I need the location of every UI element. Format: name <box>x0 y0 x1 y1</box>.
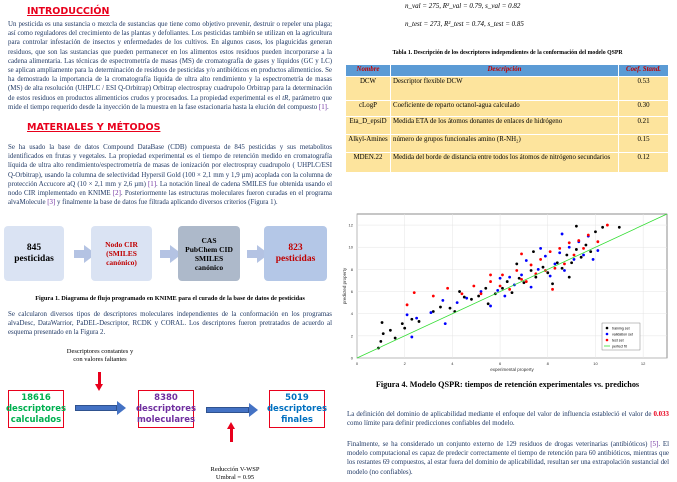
test-set-point <box>587 234 590 237</box>
training-set-point <box>570 261 573 264</box>
validation-set-point <box>596 249 599 252</box>
validation-set-point <box>410 336 413 339</box>
box-line: canónico) <box>106 258 137 267</box>
tr-symbol: tR, <box>282 94 291 102</box>
table-row <box>346 135 669 153</box>
training-set-point <box>618 226 621 229</box>
validation-set-point <box>558 251 561 254</box>
box-line: 823 <box>288 242 303 253</box>
cell-coef: 0.53 <box>619 77 669 101</box>
flow-box-823-pesticidas <box>264 226 327 281</box>
validation-set-point <box>406 313 409 316</box>
box-line: CAS <box>201 235 217 245</box>
figure-4-caption: Figura 4. Modelo QSPR: tiempos de retención experimentales vs. predichos <box>375 380 640 389</box>
flow-box-nodo-cir <box>91 226 152 281</box>
applicability-paragraph <box>347 410 669 428</box>
training-set-point <box>501 287 504 290</box>
test-set-point <box>606 224 609 227</box>
test-set-point <box>508 288 511 291</box>
training-set-point <box>394 337 397 340</box>
figure-1-caption: Figura 1. Diagrama de flujo programado en KNIME para el curado de la base de datos de pesticidas <box>35 295 305 302</box>
cell-coef: 0.30 <box>619 101 669 117</box>
validation-set-point <box>456 301 459 304</box>
intro-paragraph <box>8 20 332 112</box>
training-set-point <box>418 320 421 323</box>
test-set-point <box>530 264 533 267</box>
training-set-point <box>515 262 518 265</box>
x-tick-label: 6 <box>498 361 502 366</box>
test-set-point <box>515 269 518 272</box>
training-set-point <box>382 332 385 335</box>
test-set-point <box>577 239 580 242</box>
cell-nombre: cLogP <box>346 101 391 117</box>
methods-text: . La notación lineal de cadena SMILES fue obtenida usando el nodo CIR implementado en KNIME <box>8 180 332 198</box>
box-line: finales <box>281 414 313 425</box>
test-set-point <box>525 280 528 283</box>
methods-text: Se ha usado la base de datos Compound DataBase (CDB) compuesta de 845 pesticidas y sus metabolitos identificados en frutas y vegetales. La propiedad experimental es el tiempo de retención medido en cromatografía líquida de ultra alto rendimiento/espectrometría de masas de ionización por electrospray cuadrupolo ( UHPLC/ESI Q-Orbitrap), usando la columna de selectividad Hypersil Gold (100 × 2,1 mm y 1,9 µm) acoplada con la columna de protección Accucore aQ (10 × 2,1 mm y 2,6 µm) <box>8 144 332 188</box>
y-axis-label: predicted property <box>342 267 347 305</box>
blue-arrow-right-icon <box>75 405 117 411</box>
cell-descripcion: Medida ETA de los átomos donantes de enlaces de hidrógeno <box>391 117 619 135</box>
test-set-point <box>501 274 504 277</box>
training-set-point <box>530 269 533 272</box>
training-set-point <box>556 261 559 264</box>
validation-set-point <box>549 275 552 278</box>
legend-label: test set <box>612 338 624 343</box>
training-set-point <box>565 254 568 257</box>
cell-coef: 0.21 <box>619 117 669 135</box>
validation-set-point <box>573 258 576 261</box>
methods-text: y finalmente la base de datos fue filtrada aplicando diversos criterios (Figura 1). <box>55 199 278 207</box>
test-set-point <box>582 247 585 250</box>
cell-nombre: Alkyl-Amines <box>346 135 391 153</box>
leverage-value: 0.033 <box>653 411 669 418</box>
training-set-point <box>523 281 526 284</box>
label-line: Reducción V-WSP <box>210 466 260 473</box>
test-set-point <box>446 287 449 290</box>
test-set-point <box>406 303 409 306</box>
cell-nombre: DCW <box>346 77 391 101</box>
test-set-point <box>554 267 557 270</box>
y-tick-label: 2 <box>350 333 353 339</box>
training-set-point <box>506 280 509 283</box>
red-arrow-up-icon <box>230 428 233 442</box>
training-set-point <box>518 277 521 280</box>
table-1-caption: Tabla 1. Descripción de los descriptores independientes de la conformación del modelo QSPR <box>392 50 623 56</box>
validation-set-point <box>544 255 547 258</box>
validation-set-point <box>554 262 557 265</box>
box-line: moleculares <box>136 414 196 425</box>
test-set-point <box>568 241 571 244</box>
methods-paragraph <box>8 143 332 207</box>
training-set-point <box>477 295 480 298</box>
intro-text: Un pesticida es una sustancia o mezcla de sustancias que tiene como objetivo prevenir, destruir o repeler una plaga; así como reguladores del crecimiento de las plantas y defoliantes. Los pesticidas también se utilizan en la agricultura para controlar infestación de insectos y enfermedades de los cultivos. En algunos casos, los plaguicidas generan residuos, que son las sustancias que pueden permanecer en los alimentos estos residuos pueden incorporarse a la cadena alimentaria. Las técnicas de espectrometría de masas (MS) de cromatografía de gases y líquidos (GC y LC) se aplican ampliamente para la determinación de residuos de pesticidas y/o antibióticos en productos alimenticios. Se ha demostrado la importancia de la cromatografía líquida de ultra alto rendimiento y la espectrometría de masas (MS) de alta resolución (UHPLC / ESI Q-Orbitrap) Orbitrap electrospray cuadrupolo Orbitrap para la determinación de estos residuos en productos alimenticios crudos y procesados. La propiedad experimental es el <box>8 21 332 102</box>
box-line: PubChem CID <box>185 244 233 254</box>
training-set-point <box>389 329 392 332</box>
test-set-point <box>413 291 416 294</box>
y-tick-label: 4 <box>350 311 353 317</box>
test-set-point <box>489 280 492 283</box>
training-set-point <box>534 276 537 279</box>
legend-label: perfect fit <box>612 344 627 349</box>
flow-box-845-pesticidas <box>4 226 64 281</box>
training-set-point <box>546 271 549 274</box>
training-set-point <box>585 244 588 247</box>
box-18616-descriptores <box>5 390 67 428</box>
training-set-point <box>575 225 578 228</box>
training-set-point <box>463 296 466 299</box>
arrowhead-icon <box>95 384 103 391</box>
legend-swatch <box>606 327 609 330</box>
x-axis-label: experimental property <box>490 367 534 372</box>
cell-descripcion: número de grupos funcionales amino (R-NH₂) <box>391 135 619 153</box>
training-set-point <box>575 248 578 251</box>
cell-coef: 0.15 <box>619 135 669 153</box>
training-set-point <box>432 310 435 313</box>
box-line: 845 <box>26 242 42 253</box>
test-set-point <box>563 262 566 265</box>
training-set-point <box>484 287 487 290</box>
training-set-point <box>561 267 564 270</box>
table-row <box>346 117 669 135</box>
validation-set-point <box>489 305 492 308</box>
cell-descripcion: Descriptor flexible DCW <box>391 77 619 101</box>
table-row <box>346 101 669 117</box>
descriptors-table <box>345 64 669 173</box>
training-set-point <box>470 298 473 301</box>
cell-descripcion: Medida del borde de distancia entre todos los átomos de nitrógeno secundarios <box>391 153 619 173</box>
box-line: descriptores <box>5 403 67 414</box>
test-set-point <box>489 274 492 277</box>
test-set-point <box>551 288 554 291</box>
validation-set-point <box>568 246 571 249</box>
cell-descripcion: Coeficiente de reparto octanol-agua calculado <box>391 101 619 117</box>
training-set-point <box>568 276 571 279</box>
cell-nombre: MDEN.22 <box>346 153 391 173</box>
legend-label: validation set <box>612 332 633 337</box>
table-header-row <box>346 65 669 77</box>
validation-set-point <box>503 295 506 298</box>
box-line: calculados <box>10 414 62 425</box>
intro-end: . <box>326 103 329 111</box>
legend-label: training set <box>612 326 630 331</box>
validation-set-point <box>499 277 502 280</box>
x-tick-label: 0 <box>355 361 359 366</box>
legend-swatch <box>606 339 609 342</box>
test-set-point <box>432 295 435 298</box>
label-line: Umbral = 0.95 <box>215 474 255 481</box>
cell-nombre: Eta_D_epsiD <box>346 117 391 135</box>
citation-link[interactable]: [1] <box>148 180 157 188</box>
intro-text-cont: parámetro que mide el tiempo requerido desde la inyección de la muestra en la fase estacionaria hasta la elución del compuesto <box>8 94 332 111</box>
test-set-point <box>461 292 464 295</box>
validation-set-point <box>415 317 418 320</box>
training-set-point <box>594 230 597 233</box>
final-text: Finalmente, se ha considerado un conjunto externo de 129 residuos de drogas veterinarias (antibióticos) <box>347 441 651 448</box>
test-set-point <box>520 252 523 255</box>
test-set-point <box>596 240 599 243</box>
ad-text: como límite para definir predicciones confiables del modelo. <box>347 420 515 428</box>
citation-link[interactable]: [1] <box>318 103 327 111</box>
box-5019-descriptores <box>266 390 328 428</box>
training-set-point <box>551 282 554 285</box>
equation-validation: n_val = 275, R²_val = 0.79, s_val = 0.82 <box>405 2 521 10</box>
test-set-point <box>558 247 561 250</box>
box-line: 18616 <box>21 392 51 403</box>
box-8380-descriptores <box>135 390 197 428</box>
validation-set-point <box>530 286 533 289</box>
box-line: descriptores <box>135 403 197 414</box>
box-line: 5019 <box>285 392 309 403</box>
test-set-point <box>573 254 576 257</box>
test-set-point <box>472 285 475 288</box>
validation-set-point <box>582 254 585 257</box>
equation-test: n_test = 273, R²_test = 0.74, s_test = 0.85 <box>405 20 524 28</box>
qspr-scatter-chart <box>340 205 675 377</box>
test-set-point <box>499 285 502 288</box>
validation-set-point <box>465 297 468 300</box>
table-row <box>346 153 669 173</box>
training-set-point <box>511 291 514 294</box>
y-tick-label: 10 <box>348 244 353 250</box>
intro-heading: INTRODUCCIÓN <box>27 6 110 17</box>
box-line: SMILES <box>194 253 224 263</box>
training-set-point <box>449 307 452 310</box>
col-descripcion: Descripción <box>391 65 619 77</box>
validation-set-point <box>561 233 564 236</box>
training-set-point <box>487 302 490 305</box>
training-set-point <box>401 322 404 325</box>
test-set-point <box>480 292 483 295</box>
descriptors-paragraph: Se calcularon diversos tipos de descriptores moleculares independientes de la conformación en los programas alvaDesc, DataWarrior, PaDEL-Descriptor, RCDK y CORAL. Los descriptores fueron pretratados de acuerdo al esquema presentado en la Figura 2. <box>8 311 332 337</box>
external-set-paragraph <box>347 440 669 477</box>
y-tick-label: 0 <box>350 355 353 361</box>
col-coef: Coef. Stand. <box>619 65 669 77</box>
legend-swatch <box>606 333 609 336</box>
y-tick-label: 12 <box>348 222 353 228</box>
methods-heading: MATERIALES Y MÉTODOS <box>27 122 161 133</box>
blue-arrow-right-icon <box>206 407 249 413</box>
box-line: pesticidas <box>14 253 54 264</box>
label-line: Descriptores constantes y <box>66 348 134 355</box>
label-line: con valores faltantes <box>73 356 127 363</box>
validation-set-point <box>444 322 447 325</box>
box-line: Nodo CIR <box>105 240 138 249</box>
validation-set-point <box>525 259 528 262</box>
validation-set-point <box>539 247 542 250</box>
x-tick-label: 12 <box>640 361 646 366</box>
y-tick-label: 8 <box>350 266 353 272</box>
citation-link[interactable]: [3] <box>47 199 56 207</box>
validation-set-point <box>592 258 595 261</box>
training-set-point <box>379 340 382 343</box>
col-nombre: Nombre <box>346 65 391 77</box>
final-text: . El modelo computacional es capaz de predecir correctamente el tiempo de retención para 60 antibióticos, mientras que los restantes 69 compuestos, al estar fuera del dominio de aplicabilidad, resultan ser una extrapolación sustancial del modelo (no confiables). <box>347 441 669 476</box>
x-tick-label: 4 <box>451 361 454 366</box>
box-line: pesticidas <box>275 253 316 264</box>
flow-box-cas-pubchem <box>178 226 240 281</box>
training-set-point <box>542 266 545 269</box>
ad-text: La definición del dominio de aplicabilidad mediante el enfoque del valor de influencia estableció el valor de <box>347 411 654 418</box>
validation-set-point <box>563 269 566 272</box>
validation-set-point <box>496 289 499 292</box>
x-tick-label: 8 <box>546 361 549 366</box>
test-set-point <box>539 258 542 261</box>
citation-link[interactable]: [2] <box>112 190 121 198</box>
training-set-point <box>589 250 592 253</box>
table-row <box>346 77 669 101</box>
training-set-point <box>580 256 583 259</box>
validation-set-point <box>508 276 511 279</box>
test-set-point <box>549 250 552 253</box>
box-line: (SMILES <box>106 249 137 258</box>
validation-set-point <box>430 311 433 314</box>
validation-set-point <box>441 299 444 302</box>
validation-set-point <box>537 268 540 271</box>
box-line: 8380 <box>154 392 178 403</box>
constant-descriptors-label <box>50 348 150 364</box>
x-tick-label: 2 <box>403 361 406 366</box>
citation-link[interactable]: [5] <box>650 441 659 448</box>
validation-set-point <box>520 274 523 277</box>
training-set-point <box>601 226 604 229</box>
training-set-point <box>439 306 442 309</box>
training-set-point <box>410 318 413 321</box>
cell-coef: 0.12 <box>619 153 669 173</box>
box-line: canónico <box>194 262 224 272</box>
training-set-point <box>381 321 384 324</box>
y-tick-label: 6 <box>350 289 353 295</box>
methods-text: . Posteriormente las estructuras moleculares fueron curadas en el programa alvaMolecule <box>8 190 332 207</box>
box-line: descriptores <box>266 403 328 414</box>
x-tick-label: 10 <box>593 361 598 366</box>
training-set-point <box>403 327 406 330</box>
test-set-point <box>520 278 523 281</box>
training-set-point <box>458 290 461 293</box>
training-set-point <box>532 250 535 253</box>
